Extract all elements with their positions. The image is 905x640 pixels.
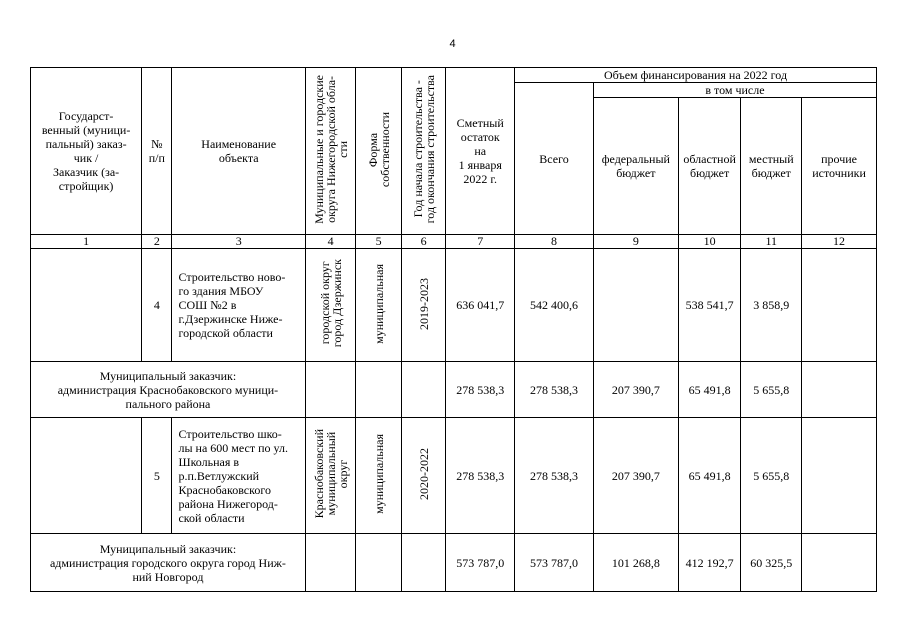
- municipality-text: Краснобаковский муниципальный округ: [311, 429, 350, 519]
- customer-name: Муниципальный заказчик: администрация Краснобаковского муници- пального района: [31, 362, 306, 418]
- row-npp: 5: [142, 418, 172, 534]
- empty-cell: [401, 362, 445, 418]
- financing-table: [30, 67, 877, 592]
- column-number: 7: [446, 235, 515, 249]
- table-row-customer-krasnobakovsky: [31, 362, 877, 418]
- column-number: 12: [802, 235, 877, 249]
- column-number: 9: [593, 235, 678, 249]
- estimate-value: 278 538,3: [446, 362, 515, 418]
- federal-value: [593, 249, 678, 362]
- federal-value: 207 390,7: [593, 418, 678, 534]
- customer-cell-empty: [31, 249, 142, 362]
- municipality-text: городской округ город Дзержинск: [317, 259, 344, 348]
- column-number: 1: [31, 235, 142, 249]
- total-value: 573 787,0: [515, 534, 594, 592]
- header-ownership-cell: [356, 68, 401, 235]
- ownership-cell: [356, 249, 401, 362]
- header-customer: Государст- венный (муници- пальный) заказ- чик / Заказчик (за- стройщик): [31, 68, 142, 235]
- empty-cell: [356, 534, 401, 592]
- local-value: 5 655,8: [741, 362, 802, 418]
- municipality-cell: [305, 418, 356, 534]
- header-npp: № п/п: [142, 68, 172, 235]
- empty-cell: [305, 362, 356, 418]
- customer-cell-empty: [31, 418, 142, 534]
- other-value: [802, 362, 877, 418]
- column-number: 6: [401, 235, 445, 249]
- header-regional: областной бюджет: [678, 98, 741, 235]
- table-row-object-4: [31, 249, 877, 362]
- header-local: местный бюджет: [741, 98, 802, 235]
- regional-value: 538 541,7: [678, 249, 741, 362]
- header-ownership: Форма собственности: [365, 111, 392, 188]
- header-years: Год начала строительства - год окончания строительства: [410, 75, 437, 224]
- estimate-value: 278 538,3: [446, 418, 515, 534]
- federal-value: 101 268,8: [593, 534, 678, 592]
- empty-cell: [356, 362, 401, 418]
- header-municipality: Муниципальные и городские округа Нижегородской обла- сти: [311, 75, 350, 224]
- years-cell: [401, 249, 445, 362]
- column-number: 5: [356, 235, 401, 249]
- empty-cell: [401, 534, 445, 592]
- header-municipality-cell: [305, 68, 356, 235]
- header-funding: Объем финансирования на 2022 год: [515, 68, 877, 83]
- header-other: прочие источники: [802, 98, 877, 235]
- regional-value: 65 491,8: [678, 362, 741, 418]
- header-including: в том числе: [593, 83, 876, 98]
- local-value: 3 858,9: [741, 249, 802, 362]
- column-number: 10: [678, 235, 741, 249]
- ownership-text: муниципальная: [371, 263, 386, 344]
- header-row-1: [31, 68, 877, 83]
- total-value: 278 538,3: [515, 362, 594, 418]
- header-object-name: Наименование объекта: [172, 68, 305, 235]
- header-estimate: Сметный остаток на 1 января 2022 г.: [446, 68, 515, 235]
- customer-name: Муниципальный заказчик: администрация городского округа город Ниж- ний Новгород: [31, 534, 306, 592]
- years-text: 2020-2022: [416, 448, 431, 500]
- federal-value: 207 390,7: [593, 362, 678, 418]
- header-years-cell: [401, 68, 445, 235]
- total-value: 542 400,6: [515, 249, 594, 362]
- other-value: [802, 418, 877, 534]
- table-row-customer-nizhny-novgorod: [31, 534, 877, 592]
- local-value: 60 325,5: [741, 534, 802, 592]
- ownership-cell: [356, 418, 401, 534]
- other-value: [802, 534, 877, 592]
- column-number: 2: [142, 235, 172, 249]
- years-cell: [401, 418, 445, 534]
- column-number: 11: [741, 235, 802, 249]
- ownership-text: муниципальная: [371, 434, 386, 514]
- regional-value: 412 192,7: [678, 534, 741, 592]
- row-npp: 4: [142, 249, 172, 362]
- estimate-value: 573 787,0: [446, 534, 515, 592]
- column-number: 8: [515, 235, 594, 249]
- object-name: Строительство шко- лы на 600 мест по ул. Школьная в р.п.Ветлужский Краснобаковского района Нижегород- ской области: [172, 418, 305, 534]
- estimate-value: 636 041,7: [446, 249, 515, 362]
- header-total: Всего: [515, 83, 594, 235]
- column-number: 3: [172, 235, 305, 249]
- other-value: [802, 249, 877, 362]
- regional-value: 65 491,8: [678, 418, 741, 534]
- column-numbers-row: [31, 235, 877, 249]
- local-value: 5 655,8: [741, 418, 802, 534]
- header-federal: федеральный бюджет: [593, 98, 678, 235]
- total-value: 278 538,3: [515, 418, 594, 534]
- page-number: 4: [449, 38, 456, 50]
- empty-cell: [305, 534, 356, 592]
- municipality-cell: [305, 249, 356, 362]
- table-row-object-5: [31, 418, 877, 534]
- years-text: 2019-2023: [416, 277, 431, 330]
- object-name: Строительство ново- го здания МБОУ СОШ №2 в г.Дзержинске Ниже- городской области: [172, 249, 305, 362]
- column-number: 4: [305, 235, 356, 249]
